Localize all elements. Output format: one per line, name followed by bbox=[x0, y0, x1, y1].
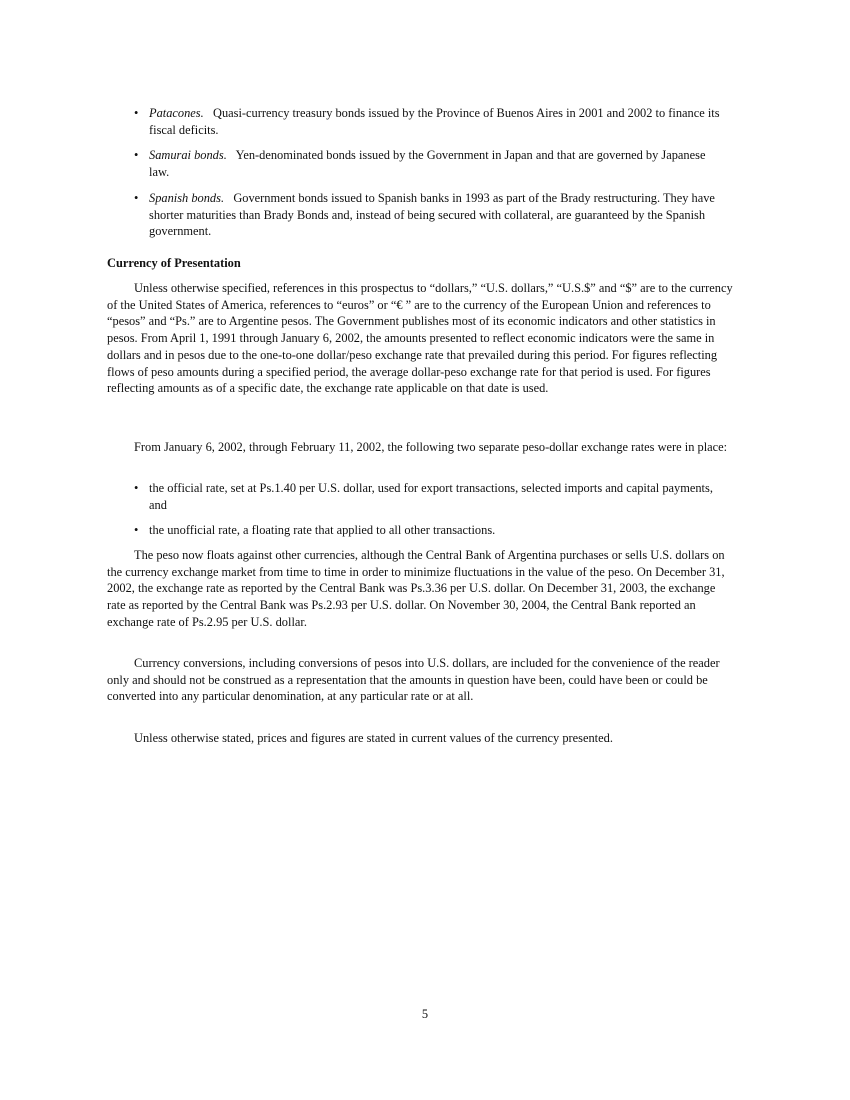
rate-text: the unofficial rate, a floating rate that applied to all other transactions. bbox=[149, 523, 496, 538]
bullet-icon: • bbox=[134, 481, 139, 495]
bullet-icon: • bbox=[134, 148, 139, 163]
glossary-list bbox=[134, 105, 724, 240]
glossary-item bbox=[134, 105, 724, 138]
rate-item bbox=[134, 480, 724, 513]
paragraph-conversions: Currency conversions, including conversions of pesos into U.S. dollars, are included for the convenience of the reader only and should not be construed as a representation that the amounts in question have been, could have been or could be converted into any particular denomination, at any particular rate or at all. bbox=[107, 656, 720, 704]
rate-text: the official rate, set at Ps.1.40 per U.S. dollar, used for export transactions, selected imports and capital payments, and bbox=[149, 481, 713, 512]
bullet-icon: • bbox=[134, 523, 139, 538]
glossary-term: Patacones. bbox=[149, 106, 204, 120]
exchange-rates-list bbox=[134, 480, 724, 539]
rate-item bbox=[134, 522, 724, 539]
glossary-item bbox=[134, 190, 724, 240]
paragraph-peso-float: The peso now floats against other currencies, although the Central Bank of Argentina purchases or sells U.S. dollars on the currency exchange market from time to time in order to minimize fluctuations in the value of the peso. On December 31, 2002, the exchange rate as reported by the Central Bank was Ps.3.36 per U.S. dollar. On December 31, 2003, the exchange rate as reported by the Central Bank was Ps.2.93 per U.S. dollar. On November 30, 2004, the Central Bank reported an exchange rate of Ps.2.95 per U.S. dollar. bbox=[107, 548, 725, 629]
paragraph-currency-references: Unless otherwise specified, references in this prospectus to “dollars,” “U.S. dollars,” “U.S.$” and “$” are to the currency of the United States of America, references to “euros” or “€ ” are to the currency of the European Union and references to “pesos” and “Ps.” are to Argentine pesos. The Government publishes most of its economic indicators and other statistics in pesos. From April 1, 1991 through January 6, 2002, the amounts presented to reflect economic indicators were the same in dollars and in pesos due to the one-to-one dollar/peso exchange rate that prevailed during this period. For figures reflecting flows of peso amounts during a specified period, the average dollar-peso exchange rate for that period is used. For figures reflecting amounts as of a specific date, the exchange rate applicable on that date is used. bbox=[107, 281, 733, 396]
glossary-term: Spanish bonds. bbox=[149, 190, 225, 205]
page-number: 5 bbox=[421, 1007, 429, 1021]
paragraph-current-values: Unless otherwise stated, prices and figures are stated in current values of the currency presented. bbox=[134, 731, 613, 745]
section-heading: Currency of Presentation bbox=[107, 256, 241, 270]
glossary-definition: Yen-denominated bonds issued by the Government in Japan and that are governed by Japanese law. bbox=[149, 148, 706, 180]
bullet-icon: • bbox=[134, 190, 139, 205]
glossary-item bbox=[134, 147, 724, 180]
bullet-icon: • bbox=[134, 106, 139, 120]
paragraph-exchange-rates-intro: From January 6, 2002, through February 11, 2002, the following two separate peso-dollar exchange rates were in place: bbox=[134, 440, 728, 454]
glossary-definition: Government bonds issued to Spanish banks in 1993 as part of the Brady restructuring. They have shorter maturities than Brady Bonds and, instead of being secured with collateral, are guaranteed by the Spanish government. bbox=[149, 190, 715, 239]
glossary-definition: Quasi-currency treasury bonds issued by the Province of Buenos Aires in 2001 and 2002 to finance its fiscal deficits. bbox=[149, 106, 720, 137]
glossary-term: Samurai bonds. bbox=[149, 148, 227, 163]
